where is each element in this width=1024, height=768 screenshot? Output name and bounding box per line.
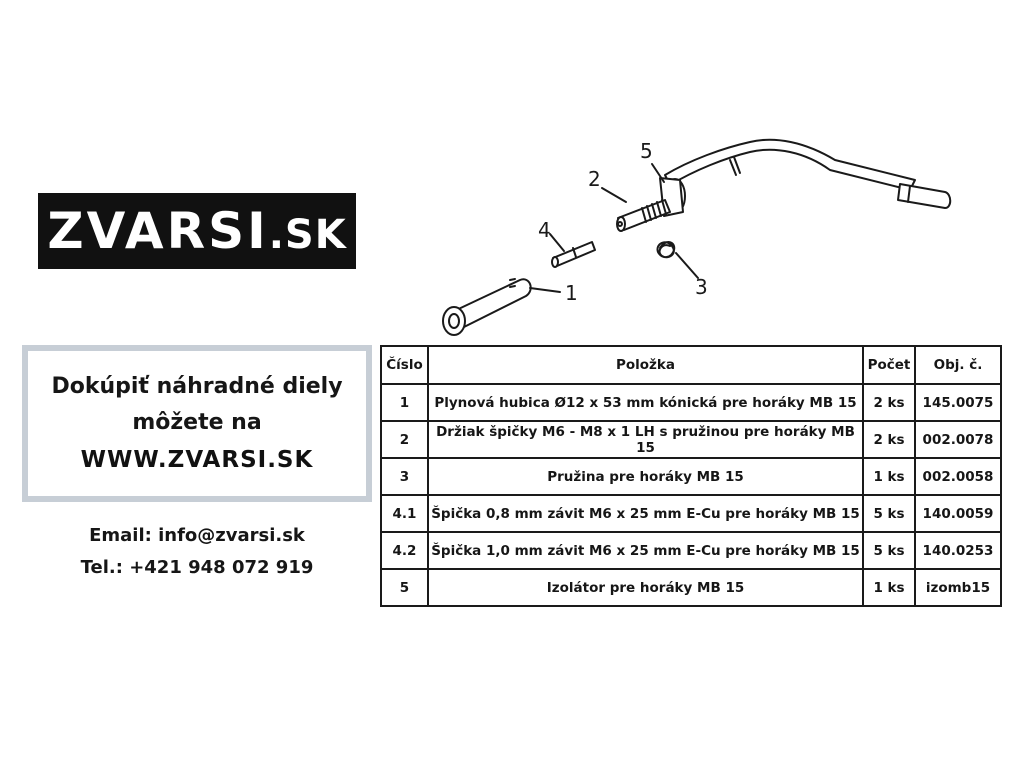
cell-cislo: 4.2 bbox=[381, 532, 428, 569]
promo-line-2: môžete na bbox=[132, 409, 262, 435]
cell-obj: 145.0075 bbox=[915, 384, 1001, 421]
cell-pocet: 2 ks bbox=[863, 421, 915, 458]
table-row bbox=[381, 458, 1001, 495]
cell-polozka: Držiak špičky M6 - M8 x 1 LH s pružinou pre horáky MB 15 bbox=[428, 421, 863, 458]
promo-url-link[interactable]: WWW.ZVARSI.SK bbox=[80, 446, 314, 473]
spring-part-3 bbox=[657, 242, 674, 257]
table-row bbox=[381, 384, 1001, 421]
logo-text: ZVARSI.SK bbox=[47, 202, 347, 260]
cell-cislo: 4.1 bbox=[381, 495, 428, 532]
cell-obj: 002.0058 bbox=[915, 458, 1001, 495]
cell-pocet: 5 ks bbox=[863, 532, 915, 569]
cell-pocet: 1 ks bbox=[863, 458, 915, 495]
cell-polozka: Špička 1,0 mm závit M6 x 25 mm E-Cu pre horáky MB 15 bbox=[428, 532, 863, 569]
diagram-label-4: 4 bbox=[538, 218, 551, 242]
header-pocet: Počet bbox=[863, 346, 915, 384]
cell-obj: 140.0253 bbox=[915, 532, 1001, 569]
tip-holder-part-2 bbox=[617, 200, 670, 231]
diagram-label-5: 5 bbox=[640, 139, 653, 163]
header-polozka: Položka bbox=[428, 346, 863, 384]
cell-pocet: 2 ks bbox=[863, 384, 915, 421]
table-row bbox=[381, 532, 1001, 569]
contact-email[interactable]: Email: info@zvarsi.sk bbox=[89, 525, 305, 546]
contact-phone[interactable]: Tel.: +421 948 072 919 bbox=[80, 557, 314, 578]
cell-cislo: 5 bbox=[381, 569, 428, 606]
cell-obj: izomb15 bbox=[915, 569, 1001, 606]
diagram-label-3: 3 bbox=[695, 275, 708, 299]
welding-torch-parts-diagram bbox=[380, 130, 1000, 340]
diagram-label-2: 2 bbox=[588, 167, 601, 191]
table-row bbox=[381, 569, 1001, 606]
cell-polozka: Plynová hubica Ø12 x 53 mm kónická pre horáky MB 15 bbox=[428, 384, 863, 421]
zvarsi-logo bbox=[38, 193, 356, 269]
cell-obj: 002.0078 bbox=[915, 421, 1001, 458]
diagram-label-1: 1 bbox=[565, 281, 578, 305]
cell-obj: 140.0059 bbox=[915, 495, 1001, 532]
cell-cislo: 2 bbox=[381, 421, 428, 458]
cell-cislo: 1 bbox=[381, 384, 428, 421]
cell-cislo: 3 bbox=[381, 458, 428, 495]
torch-neck-part-5 bbox=[660, 140, 950, 216]
header-cislo: Číslo bbox=[381, 346, 428, 384]
table-row bbox=[381, 495, 1001, 532]
table-header-row bbox=[381, 346, 1001, 384]
header-obj: Obj. č. bbox=[915, 346, 1001, 384]
cell-polozka: Pružina pre horáky MB 15 bbox=[428, 458, 863, 495]
contact-info bbox=[22, 520, 372, 584]
parts-table bbox=[380, 345, 1002, 607]
cell-pocet: 1 ks bbox=[863, 569, 915, 606]
promo-box bbox=[22, 345, 372, 502]
cell-polozka: Špička 0,8 mm závit M6 x 25 mm E-Cu pre horáky MB 15 bbox=[428, 495, 863, 532]
table-row bbox=[381, 421, 1001, 458]
cell-polozka: Izolátor pre horáky MB 15 bbox=[428, 569, 863, 606]
cell-pocet: 5 ks bbox=[863, 495, 915, 532]
gas-nozzle-part-1 bbox=[443, 279, 531, 335]
promo-line-1: Dokúpiť náhradné diely bbox=[51, 373, 343, 399]
